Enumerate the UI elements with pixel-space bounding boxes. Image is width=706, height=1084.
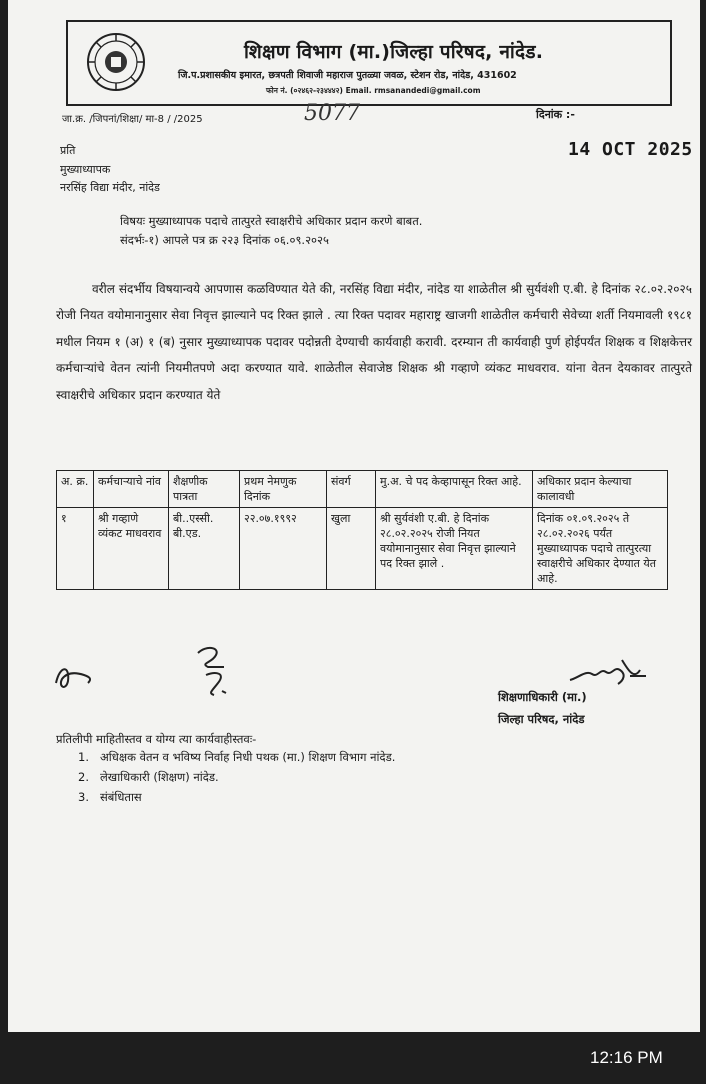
body-paragraph: वरील संदर्भीय विषयान्वये आपणास कळविण्यात येते की, नरसिंह विद्या मंदीर, नांदेड या शाळेतील श्री सुर्यवंशी ए.बी. हे दिनांक २८.०२.२०२५ रोजी नियत वयोमानानुसार सेवा निवृत्त झाल्याने पद रिक्त झाले . त्या रिक्त पदावर महाराष्ट्र खाजगी शाळेतील कर्मचारी सेवेच्या शर्ती नियमावली १९८१ मधील नियम १ (अ) १ (ब) नुसार मुख्याध्यापक पदावर पदोन्नती देण्याची कार्यवाही करावी. दरम्यान ती कार्यवाही पुर्ण होईपर्यंत शिक्षक व शिक्षकेत्तर कर्मचाऱ्यांचे वेतन त्यांनी नियमीतपणे अदा करण्यात यावे. शाळेतील सेवाजेष्ठ शिक्षक श्री गव्हाणे व्यंकट माधवराव. यांना वेतन देयकावर तात्पुरते स्वाक्षरीचे अधिकार प्रदान करण्यात येते	[56, 282, 692, 402]
reference-number: जा.क्र. /जिपनां/शिक्षा/ मा-8 / /2025	[62, 114, 203, 125]
officer-signature	[568, 650, 648, 690]
col-category: संवर्ग	[327, 471, 376, 508]
col-first-appointment: प्रथम नेमणुक दिनांक	[240, 471, 327, 508]
cell-qualification: बी..एस्सी. बी.एड.	[169, 508, 240, 590]
office-address: जि.प.प्रशासकीय इमारत, छत्रपती शिवाजी महाराज पुतळ्या जवळ, स्टेशन रोड, नांदेड, 431602	[178, 70, 517, 81]
handwritten-outward-number: 5077	[304, 101, 360, 126]
signatory-organization: जिल्हा परिषद, नांदेड	[498, 712, 585, 726]
recipient-school: नरसिंह विद्या मंदीर, नांदेड	[60, 181, 160, 194]
office-contact: फोन नं. (०२४६२-२३४४४२) Email. rmsanandedi@gmail.com	[266, 86, 481, 95]
col-vacant-since: मु.अ. चे पद केव्हापासून रिक्त आहे.	[376, 471, 533, 508]
list-item	[78, 770, 219, 785]
copy-item-text: लेखाधिकारी (शिक्षण) नांदेड.	[100, 770, 219, 784]
copy-to-heading: प्रतिलीपी माहितीस्तव व योग्य त्या कार्यवाहीस्तवः-	[56, 732, 257, 746]
copy-item-number: 2.	[78, 770, 89, 784]
col-serial: अ. क्र.	[57, 471, 94, 508]
table-header-row	[57, 471, 668, 508]
cell-vacant-since: श्री सुर्यवंशी ए.बी. हे दिनांक २८.०२.२०२५ रोजी नियत वयोमानानुसार सेवा निवृत्त झाल्याने पद रिक्त झाले .	[376, 508, 533, 590]
list-item	[78, 790, 142, 805]
recipient-designation: मुख्याध्यापक	[60, 163, 111, 176]
cell-first-appointment: २२.०७.१९९२	[240, 508, 327, 590]
date-stamp: 14 OCT 2025	[568, 139, 693, 160]
col-name: कर्मचाऱ्याचे नांव	[94, 471, 169, 508]
recipient-prefix: प्रति	[60, 144, 76, 157]
letterhead	[66, 20, 672, 106]
authority-table	[56, 470, 668, 590]
cell-serial: १	[57, 508, 94, 590]
cell-authority-period: दिनांक ०१.०९.२०२५ ते २८.०२.२०२६ पर्यंत मुख्याध्यापक पदाचे तात्पुरत्या स्वाक्षरीचे अधिकार देण्यात येत आहे.	[533, 508, 668, 590]
status-bar-time: 12:16 PM	[590, 1048, 663, 1067]
signatory-title: शिक्षणाधिकारी (मा.)	[498, 690, 587, 704]
initials-signatures	[48, 635, 268, 705]
subject-line: विषयः मुख्याध्यापक पदाचे तात्पुरते स्वाक्षरीचे अधिकार प्रदान करणे बाबत.	[120, 214, 423, 228]
copy-item-number: 1.	[78, 750, 89, 764]
cell-name: श्री गव्हाणे व्यंकट माधवराव	[94, 508, 169, 590]
copy-item-text: संबंधितास	[100, 790, 142, 804]
date-label: दिनांक :-	[536, 108, 575, 121]
col-authority-period: अधिकार प्रदान केल्याचा कालावधी	[533, 471, 668, 508]
copy-item-text: अधिक्षक वेतन व भविष्य निर्वाह निधी पथक (मा.) शिक्षण विभाग नांदेड.	[100, 750, 396, 764]
copy-item-number: 3.	[78, 790, 89, 804]
col-qualification: शैक्षणीक पात्रता	[169, 471, 240, 508]
department-title: शिक्षण विभाग (मा.)जिल्हा परिषद, नांदेड.	[244, 41, 544, 63]
zilla-parishad-emblem-icon	[86, 32, 146, 92]
table-row	[57, 508, 668, 590]
list-item	[78, 750, 395, 765]
reference-line: संदर्भः-१) आपले पत्र क्र २२३ दिनांक ०६.०९.२०२५	[120, 233, 329, 247]
letter-paper	[8, 0, 700, 1032]
cell-category: खुला	[327, 508, 376, 590]
